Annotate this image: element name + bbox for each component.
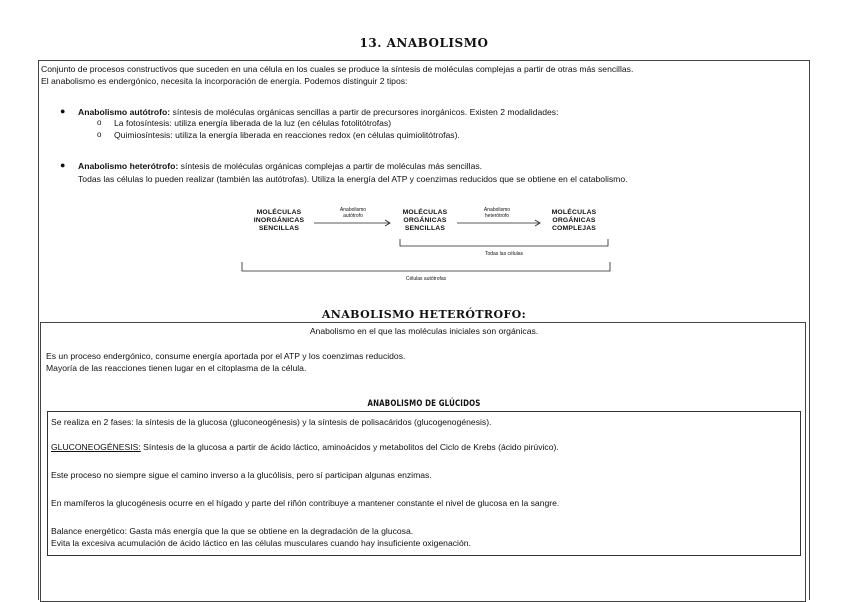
box3-line-3: COMPLEJAS: [551, 225, 597, 232]
arrow1-label-2: autótrofo: [343, 213, 363, 219]
bullet-heterotrofo: ●: [60, 160, 66, 170]
bracket-2-label: Células autótrofas: [405, 276, 447, 282]
glucidos-l3: Este proceso no siempre sigue el camino inverso a la glucólisis, pero sí participan algunas enzimas.: [51, 470, 432, 480]
het-section-title: ANABOLISMO HETERÓTROFO:: [321, 308, 527, 321]
autotrofo-label: Anabolismo autótrofo:: [78, 107, 171, 117]
arrow2-label-1: Anabolismo: [483, 207, 511, 213]
box1-line-3: SENCILLAS: [258, 225, 300, 232]
sub-bullet-1: o: [97, 118, 102, 127]
page-title: 13. ANABOLISMO: [359, 36, 489, 50]
box3-line-1: MOLÉCULAS: [551, 209, 597, 216]
box-organic-simple: [390, 209, 460, 233]
het-subtitle: Anabolismo en el que las moléculas iniciales son orgánicas.: [309, 326, 539, 336]
box-organic-complex: [538, 209, 610, 233]
heterotrofo-text: síntesis de moléculas orgánicas complejas a partir de moléculas más sencillas.: [178, 161, 483, 171]
box2-line-3: SENCILLAS: [404, 225, 446, 232]
het-p1: Es un proceso endergónico, consume energía aportada por el ATP y los coenzimas reducidos.: [46, 351, 406, 361]
gluconeogenesis-text: Síntesis de la glucosa a partir de ácido láctico, aminoácidos y metabolitos del Ciclo de Krebs (ácido pirúvico).: [140, 442, 559, 452]
box2-line-2: ORGÁNICAS: [403, 217, 447, 224]
intro-line-2: El anabolismo es endergónico, necesita la incorporación de energía. Podemos distinguir 2 tipos:: [41, 76, 408, 86]
glucidos-l6: Evita la excesiva acumulación de ácido láctico en las células musculares cuando hay insuficiente oxigenación.: [51, 538, 471, 548]
arrow-2-label: [472, 207, 522, 219]
het-p2: Mayoría de las reacciones tienen lugar en el citoplasma de la célula.: [46, 363, 307, 373]
heterotrofo-line: [78, 161, 482, 172]
glucidos-l5: Balance energético: Gasta más energía que la que se obtiene en la degradación de la glucosa.: [51, 526, 414, 536]
bracket-1-label: Todas las células: [484, 251, 524, 257]
glucidos-l1: Se realiza en 2 fases: la síntesis de la glucosa (gluconeogénesis) y la síntesis de polisacáridos (glucogenogénesis).: [51, 417, 492, 427]
autotrofo-sub-2: Quimiosíntesis: utiliza la energía liberada en reacciones redox (en células quimiolitótrofas).: [114, 130, 460, 140]
anabolism-diagram: [232, 200, 632, 290]
bullet-autotrofo: ●: [60, 106, 66, 116]
box3-line-2: ORGÁNICAS: [552, 217, 596, 224]
intro-line-1: Conjunto de procesos constructivos que suceden en una célula en los cuales se produce la síntesis de moléculas complejas a partir de otras más sencillas.: [41, 64, 634, 74]
box-inorganic: [244, 209, 314, 233]
sub-bullet-2: o: [97, 130, 102, 139]
glucidos-title: ANABOLISMO DE GLÚCIDOS: [367, 399, 481, 409]
arrow1-label-1: Anabolismo: [339, 207, 367, 213]
gluconeogenesis-label: GLUCONEOGÉNESIS:: [51, 442, 141, 452]
autotrofo-line: [78, 107, 559, 118]
bracket-1: [400, 239, 608, 246]
arrow2-label-2: heterótrofo: [484, 213, 510, 219]
glucidos-l2: [51, 442, 559, 453]
autotrofo-sub-1: La fotosíntesis: utiliza energía liberada de la luz (en células fotolitótrofas): [114, 118, 392, 128]
arrow-1-label: [328, 207, 378, 219]
glucidos-l4: En mamíferos la glucogénesis ocurre en el hígado y parte del riñón contribuye a mantener constante el nivel de glucosa en la sangre.: [51, 498, 560, 508]
bracket-2: [242, 262, 610, 271]
heterotrofo-label: Anabolismo heterótrofo:: [78, 161, 179, 171]
box1-line-1: MOLÉCULAS: [256, 209, 302, 216]
heterotrofo-line-2: Todas las células lo pueden realizar (también las autótrofas). Utiliza la energía del ATP y coenzimas reducidos que se obtiene en el catabolismo.: [78, 174, 628, 184]
box1-line-2: INORGÁNICAS: [253, 217, 305, 224]
box2-line-1: MOLÉCULAS: [402, 209, 448, 216]
autotrofo-text: síntesis de moléculas orgánicas sencillas a partir de precursores inorgánicos. Existen 2 modalidades:: [170, 107, 559, 117]
